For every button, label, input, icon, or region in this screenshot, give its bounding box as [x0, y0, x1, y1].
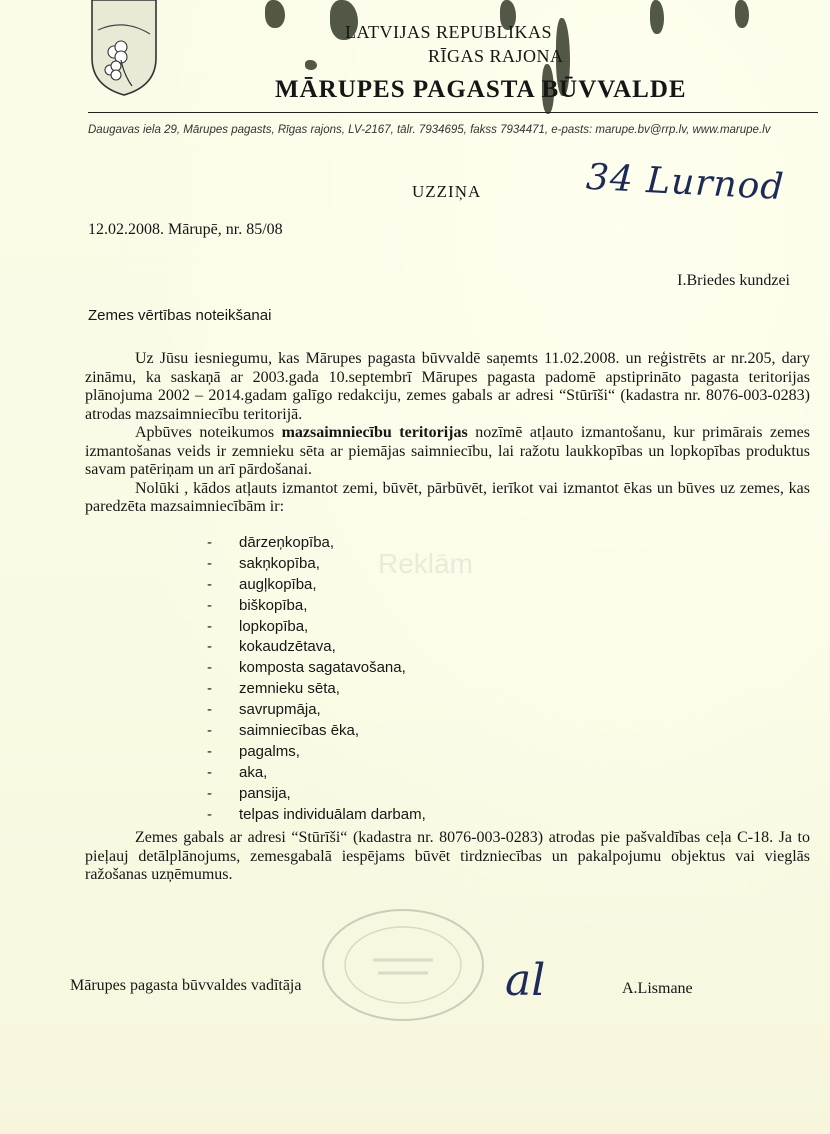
allowed-use-item — [207, 617, 426, 638]
allowed-use-label: augļkopība, — [239, 575, 317, 593]
allowed-use-label: zemnieku sēta, — [239, 680, 340, 698]
allowed-use-item — [207, 658, 426, 679]
addressee: I.Briedes kundzei — [677, 272, 790, 289]
list-dash: - — [207, 742, 212, 760]
allowed-use-label: kokaudzētava, — [239, 638, 336, 656]
allowed-use-label: aka, — [239, 763, 268, 781]
allowed-use-item — [207, 637, 426, 658]
header-district: RĪGAS RAJONA — [428, 46, 564, 66]
allowed-use-item — [207, 805, 426, 826]
allowed-use-label: lopkopība, — [239, 617, 309, 635]
signatory-name: A.Lismane — [622, 980, 693, 997]
list-dash: - — [207, 554, 212, 572]
list-dash: - — [207, 680, 212, 698]
allowed-uses-list — [207, 533, 426, 825]
header-country: LATVIJAS REPUBLIKAS — [345, 22, 553, 42]
subject-line: Zemes vērtības noteikšanai — [88, 307, 272, 324]
allowed-use-item — [207, 596, 426, 617]
paragraph-request: Uz Jūsu iesniegumu, kas Mārupes pagasta būvvaldē saņemts 11.02.2008. un reģistrēts ar nr.205, darу zināmu, ka saskaņā ar 2003.gada 10.septembrī Mārupes pagasta padomē apstiprināto pagasta teritorijas plānojuma 2002 – 2014.gadam galīgo redakciju, zemes gabals ar adresi “Stūrīši“ (kadastra nr. 8076-003-0283) atrodas mazsaimniecību teritorijā. — [85, 350, 810, 423]
list-dash: - — [207, 659, 212, 677]
allowed-use-item — [207, 784, 426, 805]
list-dash: - — [207, 534, 212, 551]
allowed-use-label: dārzeņkopība, — [239, 534, 335, 551]
handwritten-signature: al — [505, 955, 546, 1006]
paragraph-definition: Apbūves noteikumos mazsaimniecību teritorijas nozīmē atļauto izmantošanu, kur primārais zemes izmantošanas veids ir zemnieku sēta ar piemājas saimniecību, lai ražotu laukkopības un lopkopības produktus savam patēriņam un arī pārdošanai. — [85, 424, 811, 478]
allowed-use-item — [207, 554, 426, 575]
allowed-use-item — [207, 721, 426, 742]
coat-of-arms-icon — [88, 0, 160, 96]
allowed-use-label: pansija, — [239, 784, 291, 802]
document-title: UZZIŅA — [412, 182, 482, 201]
handwritten-note: 34 Lurnod — [585, 156, 786, 209]
header-organization: MĀRUPES PAGASTA BŪVVALDE — [275, 76, 687, 103]
date-and-number: 12.02.2008. Mārupē, nr. 85/08 — [88, 221, 283, 238]
tape-mark — [650, 0, 664, 34]
header-address: Daugavas iela 29, Mārupes pagasts, Rīgas rajons, LV-2167, tālr. 7934695, fakss 7934471, e-pasts: marupe.bv@rrp.lv, www.marupe.lv — [88, 124, 771, 136]
allowed-use-item — [207, 763, 426, 784]
allowed-use-item — [207, 575, 426, 596]
tape-mark — [735, 0, 749, 28]
tape-mark — [305, 60, 317, 70]
list-dash: - — [207, 596, 212, 614]
paragraph-purposes: Nolūki , kādos atļauts izmantot zemi, būvēt, pārbūvēt, ierīkot vai izmantot ēkas un būves uz zemes, kas paredzēta mazsaimniecībām ir: — [85, 479, 810, 515]
allowed-use-label: savrupmāja, — [239, 701, 321, 719]
list-dash: - — [207, 617, 212, 635]
list-dash: - — [207, 575, 212, 593]
allowed-use-item — [207, 679, 426, 700]
official-stamp-icon — [318, 905, 488, 1025]
signatory-role: Mārupes pagasta būvvaldes vadītāja — [70, 977, 302, 994]
watermark: Reklām — [378, 548, 473, 579]
paragraph-road: Zemes gabals ar adresi “Stūrīši“ (kadastra nr. 8076-003-0283) atrodas pie pašvaldības ceļa C-18. Ja to pieļauj detālplānojums, zemesgabalā iespējams būvēt tirdzniecības un pakalpojumu objektus vai vieglās ražošanas uzņēmumus. — [85, 829, 810, 883]
closing-paragraph-block — [85, 829, 810, 885]
tape-mark — [265, 0, 285, 28]
header-divider — [88, 112, 818, 113]
list-dash: - — [207, 763, 212, 781]
allowed-use-label: telpas individuālam darbam, — [239, 805, 426, 823]
allowed-use-label: biškopība, — [239, 596, 308, 614]
body-paragraphs — [85, 350, 810, 517]
allowed-use-item — [207, 533, 426, 554]
list-dash: - — [207, 784, 212, 802]
list-dash: - — [207, 701, 212, 719]
allowed-use-label: pagalms, — [239, 742, 300, 760]
allowed-use-label: sakņkopība, — [239, 554, 320, 572]
allowed-use-item — [207, 742, 426, 763]
list-dash: - — [207, 805, 212, 823]
list-dash: - — [207, 638, 212, 656]
allowed-use-label: komposta sagatavošana, — [239, 659, 406, 677]
allowed-use-label: saimniecības ēka, — [239, 722, 360, 740]
allowed-use-item — [207, 700, 426, 721]
list-dash: - — [207, 722, 212, 740]
bold-term: mazsaimniecību teritorijas — [281, 424, 468, 441]
